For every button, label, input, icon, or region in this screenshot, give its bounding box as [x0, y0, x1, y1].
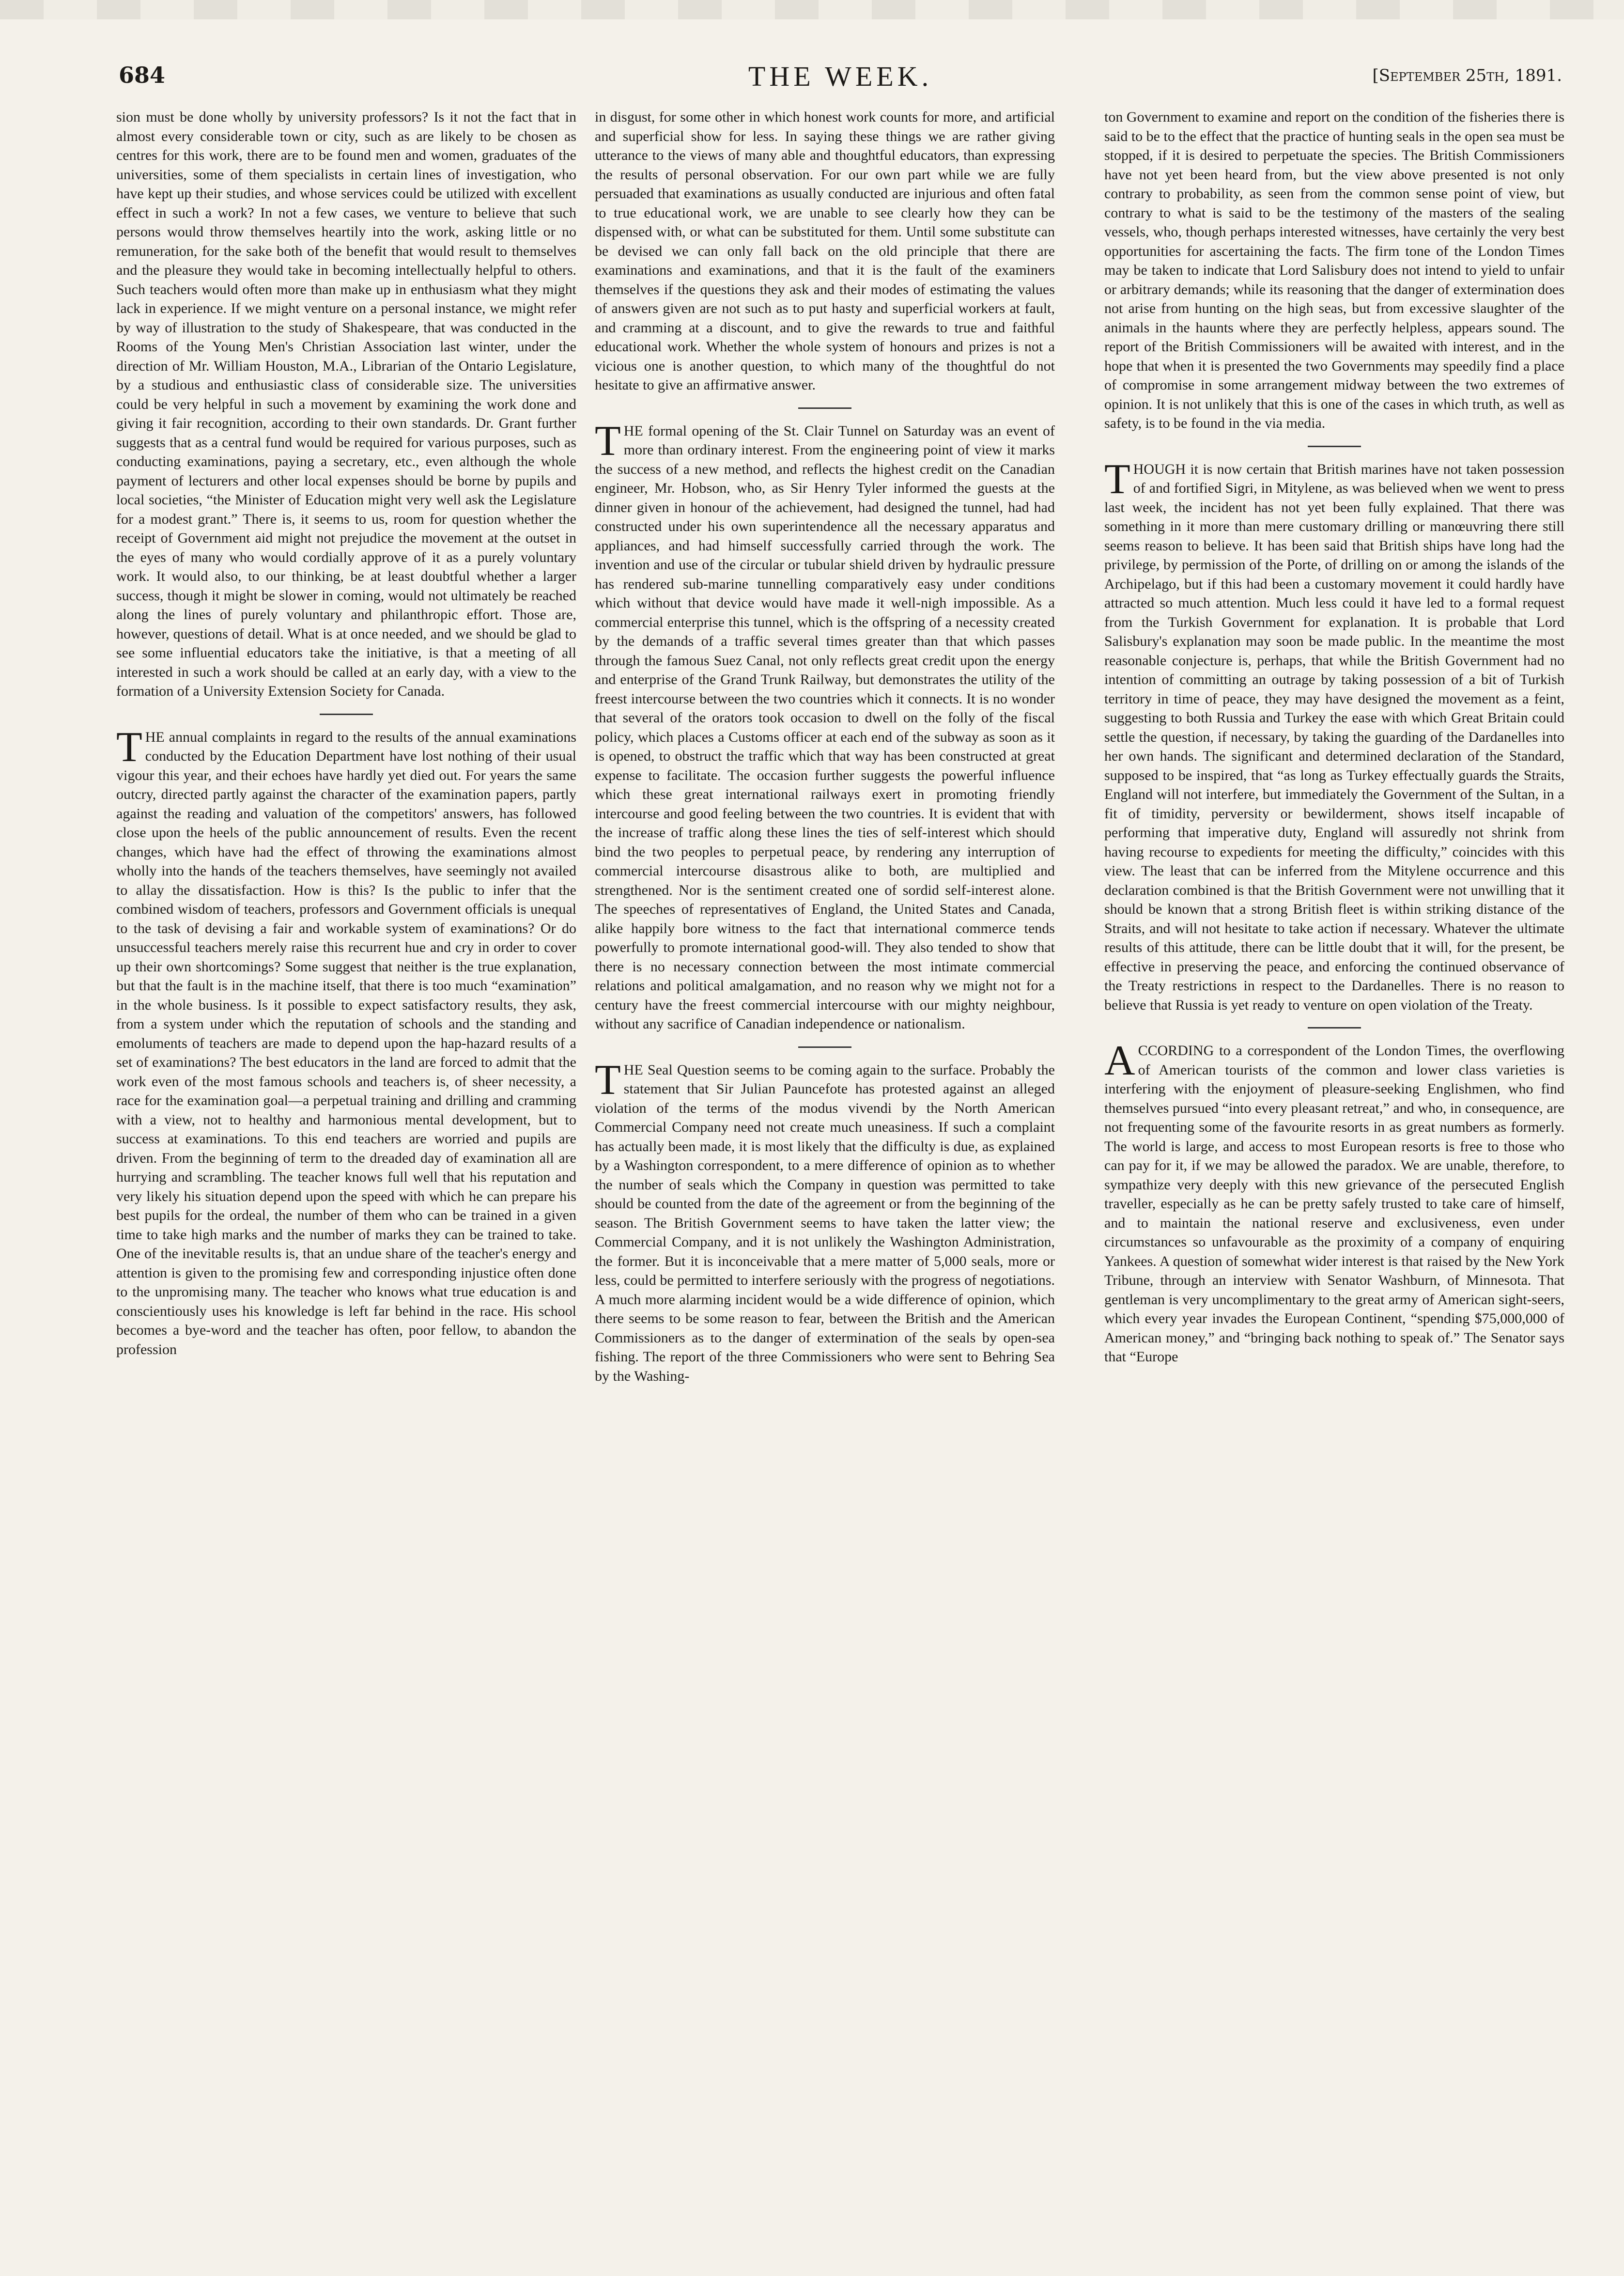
drop-cap: T: [116, 723, 142, 771]
article-text: [1104, 1037, 1564, 1367]
lead-word: HE: [145, 729, 165, 745]
article-body: Seal Question seems to be coming again to the surface. Probably the statement that Sir Julian Pauncefote has protested against an alleged violation of the terms of the modus vivendi by the North American Commercial Company need not create much uneasiness. If such a complaint has actually been made, it is most likely that the difficulty is due, as explained by a Washington correspondent, to a mere difference of opinion as to whether the number of seals which the Company in question was permitted to take should be counted from the date of the agreement or from the beginning of the season. The British Government seems to have taken the latter view; the Commercial Company, and it is not unlikely the Washington Administration, the former. But it is inconceivable that a mere matter of 5,000 seals, more or less, could be permitted to interfere seriously with the progress of negotiations. A much more alarming incident would be a wide difference of opinion, which there seems to be some reason to fear, between the British and the American Commissioners as to the danger of extermination of the seals by open-sea fishing. The report of the three Commissioners who were sent to Behring Sea by the Washing-: [595, 1061, 1055, 1384]
drop-cap: T: [595, 417, 621, 465]
article-text: [116, 723, 576, 1359]
drop-cap: T: [595, 1056, 621, 1104]
article-text: [595, 1056, 1055, 1386]
article-body: to a correspondent of the London Times, the overflowing of American tourists of the common and lower class varieties is interfering with the enjoyment of pleasure-seeking Englishmen, who find themselves pursued “into every pleasant retreat,” and who, in consequence, are not frequenting some of the favourite resorts in as great numbers as formerly. The world is large, and access to most European resorts is free to those who can pay for it, if we may be allowed the paradox. We are unable, therefore, to sympathize very deeply with this new grievance of the persecuted English traveller, especially as he can be pretty safely trusted to take care of himself, and to maintain the national reserve and exclusiveness, even under circumstances so unfavourable as the proximity of a company of enquiring Yankees. A question of somewhat wider interest is that raised by the New York Tribune, through an interview with Senator Washburn, of Minnesota. That gentleman is very uncomplimentary to the great army of American sight-seers, which every year invades the European Continent, “spending $75,000,000 of American money,” and “bringing back nothing to speak of.” The Senator says that “Europe: [1104, 1043, 1564, 1365]
article-body: formal opening of the St. Clair Tunnel on Saturday was an event of more than ordinary interest. From the engineering point of view it marks the success of a new method, and reflects the highest credit on the Canadian engineer, Mr. Hobson, who, as Sir Henry Tyler informed the guests at the dinner given in honour of the achievement, had designed the tunnel, had had constructed under his own superintendence all the necessary apparatus and appliances, and had himself successfully carried through the work. The invention and use of the circular or tubular shield driven by hydraulic pressure has rendered sub-marine tunnelling comparatively easy under conditions which without that device would have made it well-nigh impossible. As a commercial enterprise this tunnel, which is the offspring of a necessity created by the demands of a traffic several times greater than that which passes through the famous Suez Canal, not only reflects great credit upon the energy and enterprise of the Grand Trunk Railway, but demonstrates the utility of the freest intercourse between the two countries which it connects. It is no wonder that several of the orators took occasion to dwell on the folly of the fiscal policy, which places a Customs officer at each end of the subway as soon as it is opened, to obstruct the traffic which that way has been constructed at great expense to facilitate. The occasion further suggests the powerful influence which these great international railways exert in promoting friendly intercourse and good feeling between the two countries. It is evident that with the increase of traffic along these lines the ties of self-interest which should bind the two peoples to perpetual peace, by rendering any interruption of commercial intercourse disastrous alike to both, are multiplied and strengthened. Nor is the sentiment created one of sordid self-interest alone. The speeches of representatives of England, the United States and Canada, alike happily bore witness to the fact that international commerce tends powerfully to promote international good-will. They also tended to show that there is no necessary connection between the most intimate commercial relations and political amalgamation, and no reason why we might not for a century have the freest commercial intercourse with our mighty neighbour, without any sacrifice of Canadian independence or nationalism.: [595, 422, 1055, 1032]
article-text: ton Government to examine and report on the condition of the fisheries there is said to be to the effect that the practice of hunting seals in the open sea must be stopped, if it is desired to perpetuate the species. The British Commissioners have not yet been heard from, but the view above presented is not only contrary to probability, as seen from the common sense point of view, but contrary to what is said to be the testimony of the masters of the sealing vessels, who, though perhaps interested witnesses, have certainly the very best opportunities for ascertaining the facts. The firm tone of the London Times may be taken to indicate that Lord Salisbury does not intend to yield to unfair or arbitrary demands; while its reasoning that the danger of extermination does not arise from hunting on the high seas, but from excessive slaughter of the animals in the haunts where they are perfectly helpless, appears sound. The report of the British Commissioners will be awaited with interest, and in the hope that when it is presented the two Governments may speedily find a place of compromise in some arrangement midway between the two extremes of opinion. It is not unlikely that this is one of the cases in which truth, as well as safety, is to be found in the via media.: [1104, 109, 1564, 431]
issue-date: [September 25th, 1891.: [1372, 66, 1562, 85]
article-sigri-mitylene: [1104, 455, 1564, 1015]
lead-word: HOUGH: [1133, 461, 1186, 477]
column-3: [1104, 108, 1564, 2249]
drop-cap: T: [1104, 455, 1130, 503]
section-divider: [798, 407, 851, 409]
article-text: [1104, 455, 1564, 1015]
section-divider: [1308, 1027, 1361, 1029]
lead-word: CCORDING: [1138, 1043, 1214, 1059]
article-american-tourists: [1104, 1037, 1564, 1367]
section-divider: [1308, 446, 1361, 447]
article-seal-question: [595, 1056, 1055, 1386]
article-text: in disgust, for some other in which honest work counts for more, and artificial and superficial show for less. In saying these things we are rather giving utterance to the views of many able and thoughtful educators, than expressing the results of personal observation. For our own part while we are fully persuaded that examinations as usually conducted are injurious and often fatal to true educational work, we are unable to see clearly how they can be dispensed with, or what can be substituted for them. Until some substitute can be devised we can only fall back on the old principle that there are examinations and examinations, and that it is the fault of the examiners themselves if the questions they ask and their modes of estimating the values of answers given are not such as to put hasty and superficial workers at fault, and cramming at a discount, and to give the rewards to true and faithful educational work. Whether the whole system of honours and prizes is not a vicious one is another question, to which many of the thoughtful do not hesitate to give an affirmative answer.: [595, 109, 1055, 393]
column-2: [595, 108, 1055, 2249]
article-examinations: [116, 723, 576, 1359]
article-examinations-continued: [595, 108, 1055, 395]
page-header: [119, 57, 1562, 101]
article-body: annual complaints in regard to the results of the annual examinations conducted by the Education Department have lost nothing of their usual vigour this year, and their echoes have hardly yet died out. For years the same outcry, directed partly against the character of the examination papers, partly against the reading and valuation of the competitors' answers, has followed close upon the heels of the public announcement of results. Even the recent changes, which have had the effect of throwing the examinations almost wholly into the hands of the teachers themselves, have seemingly not availed to allay the dissatisfaction. How is this? Is the public to infer that the combined wisdom of teachers, professors and Government officials is unequal to the task of devising a fair and workable system of examinations? Or do unsuccessful teachers merely raise this recurrent hue and cry in order to cover up their own shortcomings? Some suggest that neither is the true explanation, but that the fault is in the machine itself, that there is too much “examination” in the whole business. Is it possible to expect satisfactory results, they ask, from a system under which the reputation of schools and the standing and emoluments of teachers are made to depend upon the hap-hazard results of a set of examinations? The best educators in the land are forced to admit that the work even of the most famous schools and teachers is, of sheer necessity, a race for the examination goal—a perpetual training and drilling and cramming with a view, not to healthy and harmonious mental development, but to success at examinations. To this end teachers are worried and pupils are driven. From the beginning of term to the dreaded day of examination all are hurrying and scrambling. The teacher knows full well that his reputation and very likely his situation depend upon the speed with which he can prepare his best pupils for the ordeal, the number of them who can be trained in a given time to take high marks and the number of marks they can be trained to take. One of the inevitable results is, that an undue share of the teacher's energy and attention is given to the promising few and corresponding injustice often done to the unpromising many. The teacher who knows what true education is and conscientiously uses his knowledge is left far behind in the race. His school becomes a bye-word and the teacher has often, poor fellow, to abandon the profession: [116, 729, 576, 1357]
lead-word: HE: [623, 1061, 643, 1078]
drop-cap: A: [1104, 1037, 1135, 1084]
article-seal-question-continued: [1104, 108, 1564, 433]
section-divider: [320, 714, 373, 715]
lead-word: HE: [623, 422, 643, 439]
page-number: 684: [119, 62, 166, 88]
article-st-clair-tunnel: [595, 417, 1055, 1034]
article-text: [595, 417, 1055, 1034]
scan-edge: [0, 0, 1624, 19]
journal-title: THE WEEK.: [748, 61, 933, 92]
article-body: it is now certain that British marines have not taken possession of and fortified Sigri, in Mitylene, as was believed when we went to press last week, the incident has not yet been fully explained. That there was something in it more than mere customary drilling or manœuvring there still seems reason to believe. It has been said that British ships have long had the privilege, by permission of the Porte, of drilling on or among the islands of the Archipelago, but if this had been a customary movement it could hardly have attracted so much attention. Much less could it have led to a formal request from the Turkish Government for explanation. It is probable that Lord Salisbury's explanation may soon be made public. In the meantime the most reasonable conjecture is, perhaps, that while the British Government had no intention of committing an outrage by taking possession of a bit of Turkish territory in time of peace, they may have designed the movement as a feint, suggesting to both Russia and Turkey the ease with which Great Britain could settle the question, if necessary, by taking the guarding of the Dardanelles into her own hands. The significant and determined declaration of the Standard, supposed to be inspired, that “as long as Turkey effectually guards the Straits, England will not interfere, but immediately the Government of the Sultan, in a fit of timidity, perversity or bewilderment, shows itself incapable of performing that imperative duty, England will assuredly not shrink from having recourse to expedients for meeting the difficulty,” coincides with this view. The least that can be inferred from the Mitylene occurrence and this declaration combined is that the British Government were not unwilling that it should be known that a strong British fleet is within striking distance of the Straits, and will not hesitate to take action if necessary. Whatever the ultimate results of this attitude, there can be little doubt that it will, for the present, be effective in preserving the peace, and enforcing the continued observance of the Treaty restrictions in respect to the Dardanelles. There is no reason to believe that Russia is yet ready to venture on open violation of the Treaty.: [1104, 461, 1564, 1013]
article-text: sion must be done wholly by university professors? Is it not the fact that in almost every considerable town or city, such as are likely to be chosen as centres for this work, there are to be found men and women, graduates of the universities, some of them specialists in certain lines of investigation, who have kept up their studies, and whose services could be utilized with excellent effect in such a work? In not a few cases, we venture to believe that such persons would throw themselves heartily into the work, asking little or no remuneration, for the sake both of the benefit that would result to themselves and the pleasure they would take in becoming intellectually helpful to others. Such teachers would often more than make up in enthusiasm what they might lack in experience. If we might venture on a personal instance, we might refer by way of illustration to the study of Shakespeare, that was conducted in the Rooms of the Young Men's Christian Association last winter, under the direction of Mr. William Houston, M.A., Librarian of the Ontario Legislature, by a studious and enthusiastic class of considerable size. The universities could be very helpful in such a movement by examining the work done and giving it fair recognition, according to their own standards. Dr. Grant further suggests that as a central fund would be required for various purposes, such as conducting examinations, paying a secretary, etc., even although the whole payment of lecturers and other local expenses should be borne by pupils and local societies, “the Minister of Education might very well ask the Legislature for a modest grant.” There is, it seems to us, room for question whether the receipt of Government aid might not prejudice the movement at the outset in the eyes of many who would cordially approve of it as a purely voluntary work. It would also, to our thinking, be at least doubtful whether a larger success, though it might be slower in coming, would not ultimately be reached along the lines of purely voluntary and philanthropic effort. Those are, however, questions of detail. What is at once needed, and we should be glad to see some influential educators take the initiative, is that a meeting of all interested in such a work should be called at an early day, with a view to the formation of a University Extension Society for Canada.: [116, 109, 576, 699]
section-divider: [798, 1046, 851, 1048]
article-university-extension: [116, 108, 576, 701]
column-1: [116, 108, 576, 2249]
